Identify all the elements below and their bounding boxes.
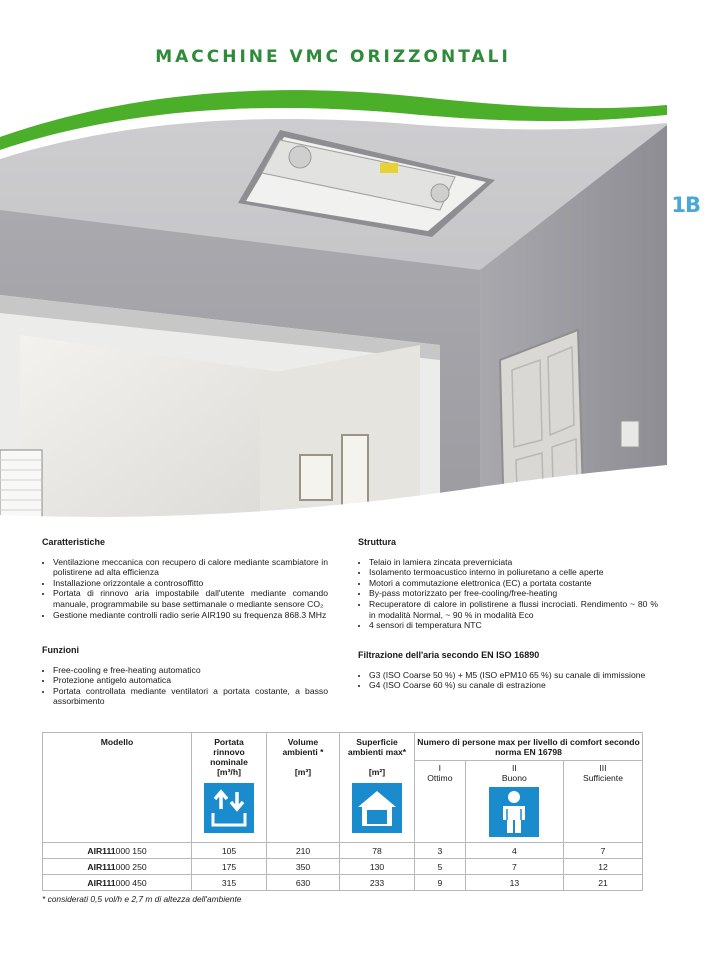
- page-title: MACCHINE VMC ORIZZONTALI: [155, 47, 511, 67]
- list-item: • By-pass motorizzato per free-cooling/free-heating: [369, 588, 658, 599]
- funzioni-section: [42, 645, 328, 707]
- list-item: • Recuperatore di calore in polistirene a flussi incrociati. Rendimento ~ 80 % in modalità Normal, ~ 90 % in modalità Eco: [369, 599, 658, 620]
- model-suffix: 000 150: [115, 845, 147, 856]
- filtrazione-heading: Filtrazione dell'aria secondo EN ISO 16890: [358, 650, 540, 660]
- ottimo-cell: 3: [415, 843, 466, 859]
- portata-cell: 315: [192, 875, 267, 891]
- superficie-cell: 130: [340, 859, 415, 875]
- header-persone: Numero di persone max per livello di comfort secondo norma EN 16798: [415, 733, 643, 761]
- buono-cell: 7: [465, 859, 563, 875]
- header-superficie-label: Superficie ambienti max*: [347, 737, 407, 757]
- house-icon: [352, 783, 402, 833]
- model-cell: [43, 859, 192, 875]
- superficie-cell: 78: [340, 843, 415, 859]
- level-num: II: [511, 763, 517, 773]
- hero-photo: [0, 85, 667, 525]
- buono-cell: 13: [465, 875, 563, 891]
- volume-cell: 350: [267, 859, 340, 875]
- header-portata: [192, 733, 267, 843]
- list-item: • Protezione antigelo automatica: [53, 675, 328, 686]
- list-item: • Portata controllata mediante ventilatori a portata costante, a basso assorbimento: [53, 686, 328, 707]
- volume-cell: 210: [267, 843, 340, 859]
- volume-cell: 630: [267, 875, 340, 891]
- superficie-cell: 233: [340, 875, 415, 891]
- header-modello: Modello: [43, 733, 192, 843]
- footnote: * considerati 0,5 vol/h e 2,7 m di altezza dell'ambiente: [42, 894, 242, 904]
- model-code: AIR111: [87, 861, 116, 872]
- model-cell: [43, 843, 192, 859]
- level-name: Ottimo: [427, 773, 453, 783]
- list-item: • Portata di rinnovo aria impostabile dall'utente mediante comando manuale, programmabile su base settimanale o mediante sensore CO₂: [53, 588, 328, 609]
- level-name: Sufficiente: [583, 773, 623, 783]
- header-volume-label: Volume ambienti *: [282, 737, 324, 757]
- sufficiente-cell: 12: [563, 859, 642, 875]
- sufficiente-cell: 21: [563, 875, 642, 891]
- header-portata-unit: [m³/h]: [217, 767, 241, 777]
- list-item: • Motori a commutazione elettronica (EC) a portata costante: [369, 578, 658, 589]
- caratteristiche-section: [42, 537, 328, 620]
- list-item: • Gestione mediante controlli radio serie AIR190 su frequenza 868.3 MHz: [53, 610, 328, 621]
- list-item: • Telaio in lamiera zincata preverniciata: [369, 557, 658, 568]
- table-row: [43, 859, 643, 875]
- header-volume-unit: [m³]: [294, 767, 312, 777]
- model-code: AIR111: [87, 877, 116, 888]
- portata-cell: 105: [192, 843, 267, 859]
- filtrazione-section: [358, 650, 658, 691]
- portata-cell: 175: [192, 859, 267, 875]
- struttura-heading: Struttura: [358, 537, 396, 547]
- table-row: [43, 875, 643, 891]
- caratteristiche-heading: Caratteristiche: [42, 537, 106, 547]
- sufficiente-cell: 7: [563, 843, 642, 859]
- list-item: • Installazione orizzontale a controsoffitto: [53, 578, 328, 589]
- spec-table: [42, 732, 643, 891]
- struttura-section: [358, 537, 658, 631]
- level-buono: [465, 761, 563, 843]
- level-num: III: [599, 763, 607, 773]
- ottimo-cell: 9: [415, 875, 466, 891]
- model-suffix: 000 250: [115, 861, 147, 872]
- list-item: • Free-cooling e free-heating automatico: [53, 665, 328, 676]
- ottimo-cell: 5: [415, 859, 466, 875]
- funzioni-heading: Funzioni: [42, 645, 79, 655]
- section-tab: 1B: [671, 193, 700, 217]
- header-superficie: [340, 733, 415, 843]
- level-name: Buono: [501, 773, 527, 783]
- header-superficie-unit: [m²]: [368, 767, 386, 777]
- list-item: • G3 (ISO Coarse 50 %) + M5 (ISO ePM10 65 %) su canale di immissione: [369, 670, 658, 681]
- table-row: [43, 843, 643, 859]
- level-num: I: [438, 763, 442, 773]
- list-item: • Ventilazione meccanica con recupero di calore mediante scambiatore in polistirene ad alta efficienza: [53, 557, 328, 578]
- ceiling-unit-room-illustration: [0, 85, 667, 525]
- header-volume: [267, 733, 340, 843]
- level-sufficiente: [563, 761, 642, 843]
- airflow-arrows-icon: [204, 783, 254, 833]
- level-ottimo: [415, 761, 466, 843]
- list-item: • Isolamento termoacustico interno in poliuretano a celle aperte: [369, 567, 658, 578]
- list-item: • 4 sensori di temperatura NTC: [369, 620, 658, 631]
- model-code: AIR111: [87, 845, 116, 856]
- list-item: • G4 (ISO Coarse 60 %) su canale di estrazione: [369, 680, 658, 691]
- buono-cell: 4: [465, 843, 563, 859]
- header-portata-label: Portata rinnovo nominale: [210, 737, 248, 767]
- model-cell: [43, 875, 192, 891]
- person-icon: [489, 787, 539, 837]
- model-suffix: 000 450: [115, 877, 147, 888]
